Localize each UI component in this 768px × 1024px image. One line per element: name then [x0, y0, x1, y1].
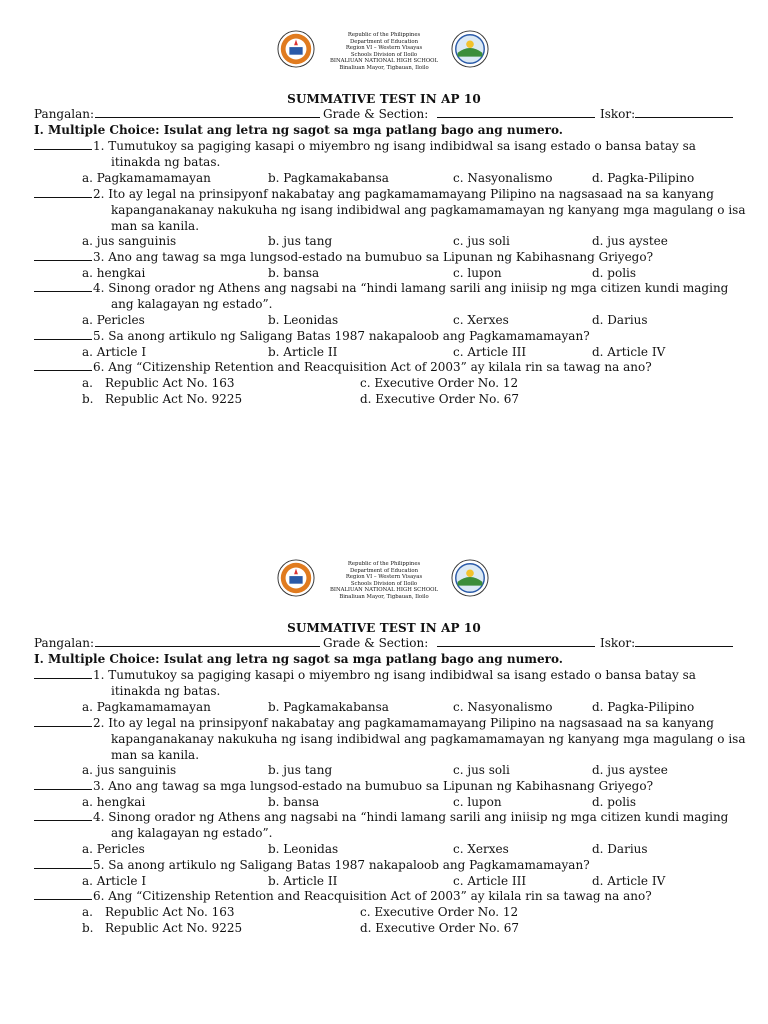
choice-a-letter: a. [82, 376, 93, 390]
score-label: Iskor: [600, 107, 636, 121]
choice-a: a. Article I [82, 345, 147, 359]
choice-c: c. Xerxes [453, 313, 509, 327]
choice-b: b. bansa [268, 266, 320, 280]
choice-b: b. Article II [268, 345, 338, 359]
choice-a: a. Pagkamamamayan [82, 700, 211, 714]
score-blank[interactable] [635, 106, 733, 118]
choice-b: b. Article II [268, 874, 338, 888]
letterhead [0, 28, 768, 84]
choice-d: d. Article IV [592, 874, 666, 888]
choice-a: a. Article I [82, 874, 147, 888]
name-label: Pangalan: [34, 107, 95, 121]
choice-c: c. Executive Order No. 12 [360, 376, 519, 390]
school-seal-icon [277, 559, 315, 597]
choice-d: d. Executive Order No. 67 [360, 392, 520, 406]
choice-c: c. Xerxes [453, 842, 509, 856]
name-blank[interactable] [95, 106, 320, 118]
answer-blank-3[interactable] [34, 778, 92, 790]
choice-b-letter: b. [82, 392, 94, 406]
choice-c: c. Article III [453, 345, 527, 359]
grade-label: Grade & Section: [323, 636, 429, 650]
choice-d: d. Pagka-Pilipino [592, 700, 695, 714]
choice-a: Republic Act No. 163 [105, 905, 235, 919]
answer-blank-4[interactable] [34, 809, 92, 821]
answer-blank-6[interactable] [34, 359, 92, 371]
answer-blank-1[interactable] [34, 138, 92, 150]
division-seal-icon [451, 559, 489, 597]
choice-c: c. Article III [453, 874, 527, 888]
choice-a: Republic Act No. 163 [105, 376, 235, 390]
choice-a: a. jus sanguinis [82, 234, 177, 248]
choice-c: c. Nasyonalismo [453, 171, 553, 185]
letterhead-text: Republic of the Philippines Department of Education Region VI – Western Visayas Schools Division of Iloilo BINALIUAN NATIONAL HIGH SCHOOL Binaliuan Mayor, Tigbauan, Iloilo [329, 561, 439, 600]
choice-d: d. polis [592, 266, 637, 280]
name-blank[interactable] [95, 635, 320, 647]
grade-label: Grade & Section: [323, 107, 429, 121]
school-seal-icon [277, 30, 315, 68]
choice-a: a. hengkai [82, 795, 146, 809]
choice-d: d. jus aystee [592, 234, 668, 248]
test-sheet-2: Republic of the Philippines Department of Education Region VI – Western Visayas Schools Division of Iloilo BINALIUAN NATIONAL HIGH SCHOOL Binaliuan Mayor, Tigbauan, Iloilo SUMMATIVE TEST IN AP 10 Pangalan: Grade & Section: Iskor: I. Multiple Choice: Isulat ang letra ng sagot sa mga patlang bago ang numero. 1. Tumutukoy sa pagiging kasapi o miyembro ng isang indibidwal sa isang estado o bansa batay sa itinakda ng batas. a. Pagkamamamayan b. Pagkamakabansa c. Nasyonalismo d. Pagka-Pilipino 2. Ito ay legal na prinsipyonf nakabatay ang pagkamamamayang Pilipino na nagsasaad na sa kanyang kapanganakanay nakukuha ng isang indibidwal ang pagkamamamayan ng kanyang mga magulang o isa man sa kanila. a. jus sanguinis b. jus tang c. jus soli d. jus aystee 3. Ano ang tawag sa mga lungsod-estado na bumubuo sa Lipunan ng Kabihasnang Griyego? a. hengkai b. bansa c. lupon d. polis 4. Sinong orador ng Athens ang nagsabi na “hindi lamang sarili ang iniisip ng mga citizen kundi maging ang kalagayan ng estado”. a. Pericles b. Leonidas c. Xerxes d. Darius 5. Sa anong artikulo ng Saligang Batas 1987 nakapaloob ang Pagkamamamayan? a. Article I b. Article II c. Article III d. Article IV 6. Ang “Citizenship Retention and Reacquisition Act of 2003” ay kilala rin sa tawag na ano? a. Republic Act No. 163 c. Executive Order No. 12 b. Republic Act No. 9225 d. Executive Order No. 67 [0, 557, 768, 977]
choice-c: c. jus soli [453, 763, 510, 777]
grade-blank[interactable] [437, 635, 595, 647]
test-title: SUMMATIVE TEST IN AP 10 [287, 621, 481, 635]
choice-d: d. Darius [592, 842, 648, 856]
choice-c: c. jus soli [453, 234, 510, 248]
choice-a: a. hengkai [82, 266, 146, 280]
choice-b: Republic Act No. 9225 [105, 392, 243, 406]
choice-b: b. bansa [268, 795, 320, 809]
choice-a: a. Pagkamamamayan [82, 171, 211, 185]
answer-blank-2[interactable] [34, 715, 92, 727]
answer-blank-5[interactable] [34, 328, 92, 340]
answer-blank-3[interactable] [34, 249, 92, 261]
grade-blank[interactable] [437, 106, 595, 118]
answer-blank-4[interactable] [34, 280, 92, 292]
test-sheet-1: Republic of the Philippines Department of Education Region VI – Western Visayas Schools Division of Iloilo BINALIUAN NATIONAL HIGH SCHOOL Binaliuan Mayor, Tigbauan, Iloilo SUMMATIVE TEST IN AP 10 Pangalan: Grade & Section: Iskor: I. Multiple Choice: Isulat ang letra ng sagot sa mga patlang bago ang numero. 1. Tumutukoy sa pagiging kasapi o miyembro ng isang indibidwal sa isang estado o bansa batay sa itinakda ng batas. a. Pagkamamamayan b. Pagkamakabansa c. Nasyonalismo d. Pagka-Pilipino 2. Ito ay legal na prinsipyonf nakabatay ang pagkamamamayang Pilipino na nagsasaad na sa kanyang kapanganakanay nakukuha ng isang indibidwal ang pagkamamamayan ng kanyang mga magulang o isa man sa kanila. a. jus sanguinis b. jus tang c. jus soli d. jus aystee 3. Ano ang tawag sa mga lungsod-estado na bumubuo sa Lipunan ng Kabihasnang Griyego? a. hengkai b. bansa c. lupon d. polis 4. Sinong orador ng Athens ang nagsabi na “hindi lamang sarili ang iniisip ng mga citizen kundi maging ang kalagayan ng estado”. a. Pericles b. Leonidas c. Xerxes d. Darius 5. Sa anong artikulo ng Saligang Batas 1987 nakapaloob ang Pagkamamamayan? a. Article I b. Article II c. Article III d. Article IV 6. Ang “Citizenship Retention and Reacquisition Act of 2003” ay kilala rin sa tawag na ano? a. Republic Act No. 163 c. Executive Order No. 12 b. Republic Act No. 9225 d. Executive Order No. 67 [0, 28, 768, 448]
choice-c: c. Executive Order No. 12 [360, 905, 519, 919]
choice-b: b. jus tang [268, 763, 333, 777]
name-label: Pangalan: [34, 636, 95, 650]
choice-d: d. Darius [592, 313, 648, 327]
choice-d: d. jus aystee [592, 763, 668, 777]
answer-blank-1[interactable] [34, 667, 92, 679]
choice-a: a. Pericles [82, 313, 145, 327]
choice-d: d. Article IV [592, 345, 666, 359]
letterhead-text: Republic of the Philippines Department of Education Region VI – Western Visayas Schools Division of Iloilo BINALIUAN NATIONAL HIGH SCHOOL Binaliuan Mayor, Tigbauan, Iloilo [329, 32, 439, 71]
choice-a: a. Pericles [82, 842, 145, 856]
answer-blank-2[interactable] [34, 186, 92, 198]
choice-b: b. jus tang [268, 234, 333, 248]
division-seal-icon [451, 30, 489, 68]
test-title: SUMMATIVE TEST IN AP 10 [287, 92, 481, 106]
choice-b: b. Pagkamakabansa [268, 700, 389, 714]
choice-c: c. lupon [453, 266, 502, 280]
choice-b: b. Leonidas [268, 842, 339, 856]
choice-c: c. lupon [453, 795, 502, 809]
choice-d: d. Pagka-Pilipino [592, 171, 695, 185]
choice-b: Republic Act No. 9225 [105, 921, 243, 935]
choice-d: d. Executive Order No. 67 [360, 921, 520, 935]
score-blank[interactable] [635, 635, 733, 647]
answer-blank-6[interactable] [34, 888, 92, 900]
score-label: Iskor: [600, 636, 636, 650]
choice-a: a. jus sanguinis [82, 763, 177, 777]
choice-a-letter: a. [82, 905, 93, 919]
letterhead [0, 557, 768, 613]
choice-c: c. Nasyonalismo [453, 700, 553, 714]
choice-b: b. Pagkamakabansa [268, 171, 389, 185]
choice-b: b. Leonidas [268, 313, 339, 327]
choice-b-letter: b. [82, 921, 94, 935]
choice-d: d. polis [592, 795, 637, 809]
answer-blank-5[interactable] [34, 857, 92, 869]
